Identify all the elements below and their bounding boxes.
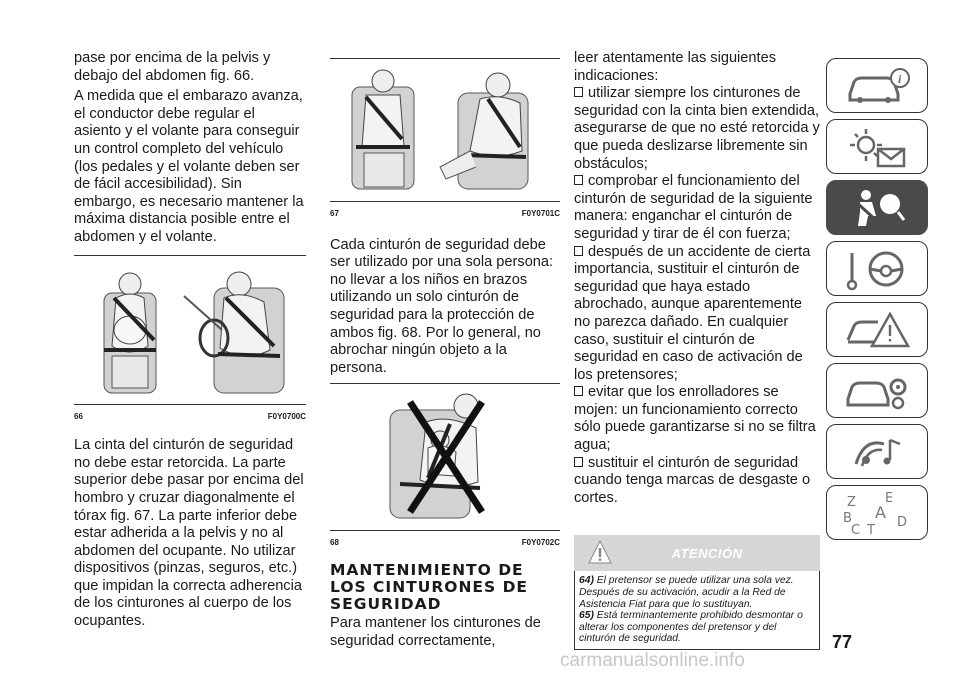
multimedia-icon: [842, 430, 912, 474]
svg-text:Z: Z: [847, 494, 856, 510]
paragraph: pase por encima de la pelvis y debajo del abdomen fig. 66.: [74, 50, 271, 84]
svg-text:A: A: [875, 502, 886, 522]
square-bullet-icon: [574, 246, 583, 256]
chapter-tabs: [826, 58, 928, 546]
warning-body: [574, 571, 820, 650]
divider: [330, 383, 560, 384]
svg-text:C: C: [851, 522, 861, 536]
tab-multimedia[interactable]: [826, 424, 928, 479]
column-middle: [330, 58, 560, 650]
figure-caption: [330, 205, 560, 223]
figure-caption: [330, 534, 560, 552]
tab-car-info[interactable]: [826, 58, 928, 113]
list-item: utilizar siempre los cinturones de seguridad con la cinta bien extendida, asegurarse de que no esté retorcida y que pueda deslizarse libremente sin obstáculos;: [574, 85, 820, 172]
starting-driving-icon: [842, 247, 912, 291]
list-item: sustituir el cinturón de seguridad cuando tenga marcas de desgaste o cortes.: [574, 454, 811, 506]
warning-header: [574, 535, 820, 571]
paragraph: leer atentamente las siguientes indicaciones:: [574, 50, 777, 84]
paragraph: Para mantener los cinturones de seguridad correctamente,: [330, 614, 541, 649]
list-item: después de un accidente de cierta importancia, sustituir el cinturón de seguridad que haya estado abrochado, aunque aparentemente no parezca dañado. En cualquier caso, sustituir el cinturón de seguridad en caso de activación de los pretensores;: [574, 243, 811, 383]
tab-maintenance[interactable]: [826, 363, 928, 418]
pregnant-woman-seatbelt-illustration: [74, 268, 306, 398]
tab-index[interactable]: [826, 485, 928, 540]
paragraph: Cada cinturón de seguridad debe ser utilizado por una sola persona: no llevar a los niños en brazos utilizando un solo cinturón de seguridad para la protección de ambos fig. 68. Por lo general, no abrochar ningún objeto a la persona.: [330, 236, 554, 376]
watermark: carmanualsonline.info: [560, 650, 745, 671]
car-info-icon: [842, 66, 912, 106]
figure-number: 66: [74, 411, 83, 421]
figure-code: F0Y0702C: [521, 538, 560, 548]
divider: [74, 255, 306, 256]
safety-airbag-icon: [842, 186, 912, 230]
warning-note: 65) Está terminantemente prohibido desmontar o alterar los componentes del pretensor y del cinturón de seguridad.: [579, 610, 803, 645]
divider: [330, 201, 560, 202]
figure-68: [330, 392, 560, 526]
figure-number: 68: [330, 538, 339, 548]
figure-code: F0Y0700C: [267, 411, 306, 421]
tab-emergency[interactable]: [826, 302, 928, 357]
square-bullet-icon: [574, 87, 583, 97]
figure-caption: [74, 408, 306, 426]
tab-warning-lights[interactable]: [826, 119, 928, 174]
svg-text:D: D: [897, 514, 908, 530]
warning-triangle-icon: [588, 539, 612, 565]
warning-title: ATENCIÓN: [671, 545, 743, 561]
svg-text:T: T: [867, 522, 875, 536]
warning-box: [574, 535, 820, 650]
paragraph: A medida que el embarazo avanza, el conductor debe regular el asiento y el volante para conseguir un control completo del vehículo (los pedales y el volante deben ser de fácil accesibilidad). Sin embargo, es necesario mantener la máxima distancia posible entre el abdomen y el volante.: [74, 88, 304, 245]
divider: [74, 404, 306, 405]
child-on-lap-prohibited-illustration: [330, 392, 560, 526]
svg-text:E: E: [885, 490, 894, 506]
square-bullet-icon: [574, 386, 583, 396]
emergency-icon: [842, 308, 912, 352]
square-bullet-icon: [574, 457, 583, 467]
figure-number: 67: [330, 209, 339, 218]
warning-lights-icon: [842, 125, 912, 169]
seatbelt-position-illustration: [330, 67, 560, 197]
square-bullet-icon: [574, 175, 583, 185]
column-left: [74, 50, 306, 631]
figure-code: F0Y0701C: [521, 209, 560, 218]
figure-67: [330, 67, 560, 197]
paragraph: La cinta del cinturón de seguridad no debe estar retorcida. La parte superior debe pasar por encima del hombro y cruzar diagonalmente el tórax fig. 67. La parte inferior debe estar adherida a la pelvis y no al abdomen del ocupante. No utilizar dispositivos (pinzas, seguros, etc.) que impidan la correcta adherencia de los cinturones al cuerpo de los ocupantes.: [74, 437, 304, 630]
tab-starting-driving[interactable]: [826, 241, 928, 296]
figure-66: [74, 268, 306, 398]
list-item: comprobar el funcionamiento del cinturón de seguridad de la siguiente manera: enganchar el cinturón de seguridad y tirar de él con fuerza;: [574, 173, 813, 242]
svg-text:B: B: [843, 510, 852, 526]
list-item: evitar que los enrolladores se mojen: un funcionamiento correcto sólo puede garantizarse si no se filtra agua;: [574, 384, 816, 454]
index-icon: [837, 490, 917, 536]
section-title: MANTENIMIENTO DE LOS CINTURONES DE SEGURIDAD: [330, 560, 529, 613]
divider: [330, 530, 560, 531]
warning-note: 64) El pretensor se puede utilizar una sola vez. Después de su activación, acudir a la Red de Asistencia Fiat para que lo sustituyan.: [579, 575, 794, 610]
page-number: 77: [832, 632, 853, 652]
tab-safety[interactable]: [826, 180, 928, 235]
svg-text:i: i: [898, 71, 902, 86]
column-right: [574, 50, 820, 650]
divider: [330, 58, 560, 59]
maintenance-icon: [842, 369, 912, 413]
